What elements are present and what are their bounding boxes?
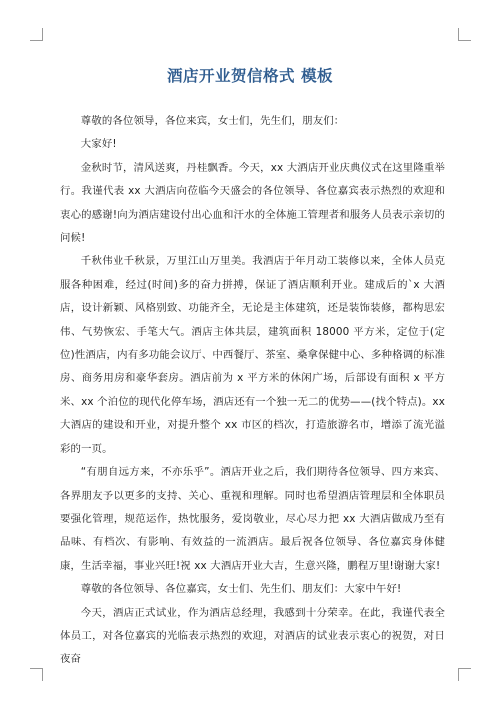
paragraph-greeting: 大家好! (80, 138, 117, 151)
paragraph-salutation: 尊敬的各位领导，各位来宾，女士们，先生们，朋友们： (80, 115, 345, 127)
crop-mark-top-right (458, 28, 471, 41)
crop-mark-bottom-right (458, 668, 471, 681)
paragraph-opening: 金秋时节，清风送爽，丹桂飘香。今天，xx 大酒店开业庆典仪式在这里隆重举行。我谨代表 xx 大酒店向莅临今天盛会的各位领导、各位嘉宾表示热烈的欢迎和衷心的感谢!向为酒店建设付出心血和汗水的全体施工管理者和服务人员表示亲切的问候! (60, 161, 445, 245)
paragraph-second-salutation: 尊敬的各位领导、各位嘉宾，女士们、先生们、朋友们：大家中午好! (80, 583, 402, 596)
paragraph-trial-opening: 今天，酒店正式试业，作为酒店总经理，我感到十分荣幸。在此，我谨代表全体员工，对各位嘉宾的光临表示热烈的欢迎，对酒店的试业表示衷心的祝贺，对日夜奋 (60, 606, 445, 666)
paragraph-hotel-description: 千秋伟业千秋景，万里江山万里美。我酒店于年月动工装修以来，全体人员克服各种困难，经过(时间)多的奋力拼搏，保证了酒店顺利开业。建成后的`x 大酒店，设计新颖、风格别致、功能齐全，无论是主体建筑，还是装饰装修，都构思宏伟、气势恢宏、手笔大气。酒店主体共层，建筑面积 18000 平方米，定位于(定位)性酒店，内有多功能会议厅、中西餐厅、茶室、桑拿保健中心、多种格调的标准房、商务用房和豪华套房。酒店前为 x 平方米的休闲广场，后部设有面积 x 平方米、xx 个泊位的现代化停车场，酒店还有一个独一无二的优势——(找个特点)。xx 大酒店的建设和开业，对提升整个 xx 市区的档次，打造旅游名市，增添了流光溢彩的一页。 (60, 255, 445, 455)
paragraph-closing-wishes: “有朋自远方来，不亦乐乎”。酒店开业之后，我们期待各位领导、四方来宾、各界朋友予以更多的支持、关心、重视和理解。同时也希望酒店管理层和全体职员要强化管理，规范运作，热忱服务，爱岗敬业，尽心尽力把 xx 大酒店做成乃至有品味、有档次、有影响、有效益的一流酒店。最后祝各位领导、各位嘉宾身体健康，生活幸福，事业兴旺!祝 xx 大酒店开业大吉，生意兴隆，鹏程万里!谢谢大家! (60, 466, 445, 572)
crop-mark-bottom-left (30, 668, 43, 681)
document-body (60, 110, 445, 672)
document-title: 酒店开业贺信格式 模板 (167, 67, 333, 85)
crop-mark-top-left (30, 28, 43, 41)
